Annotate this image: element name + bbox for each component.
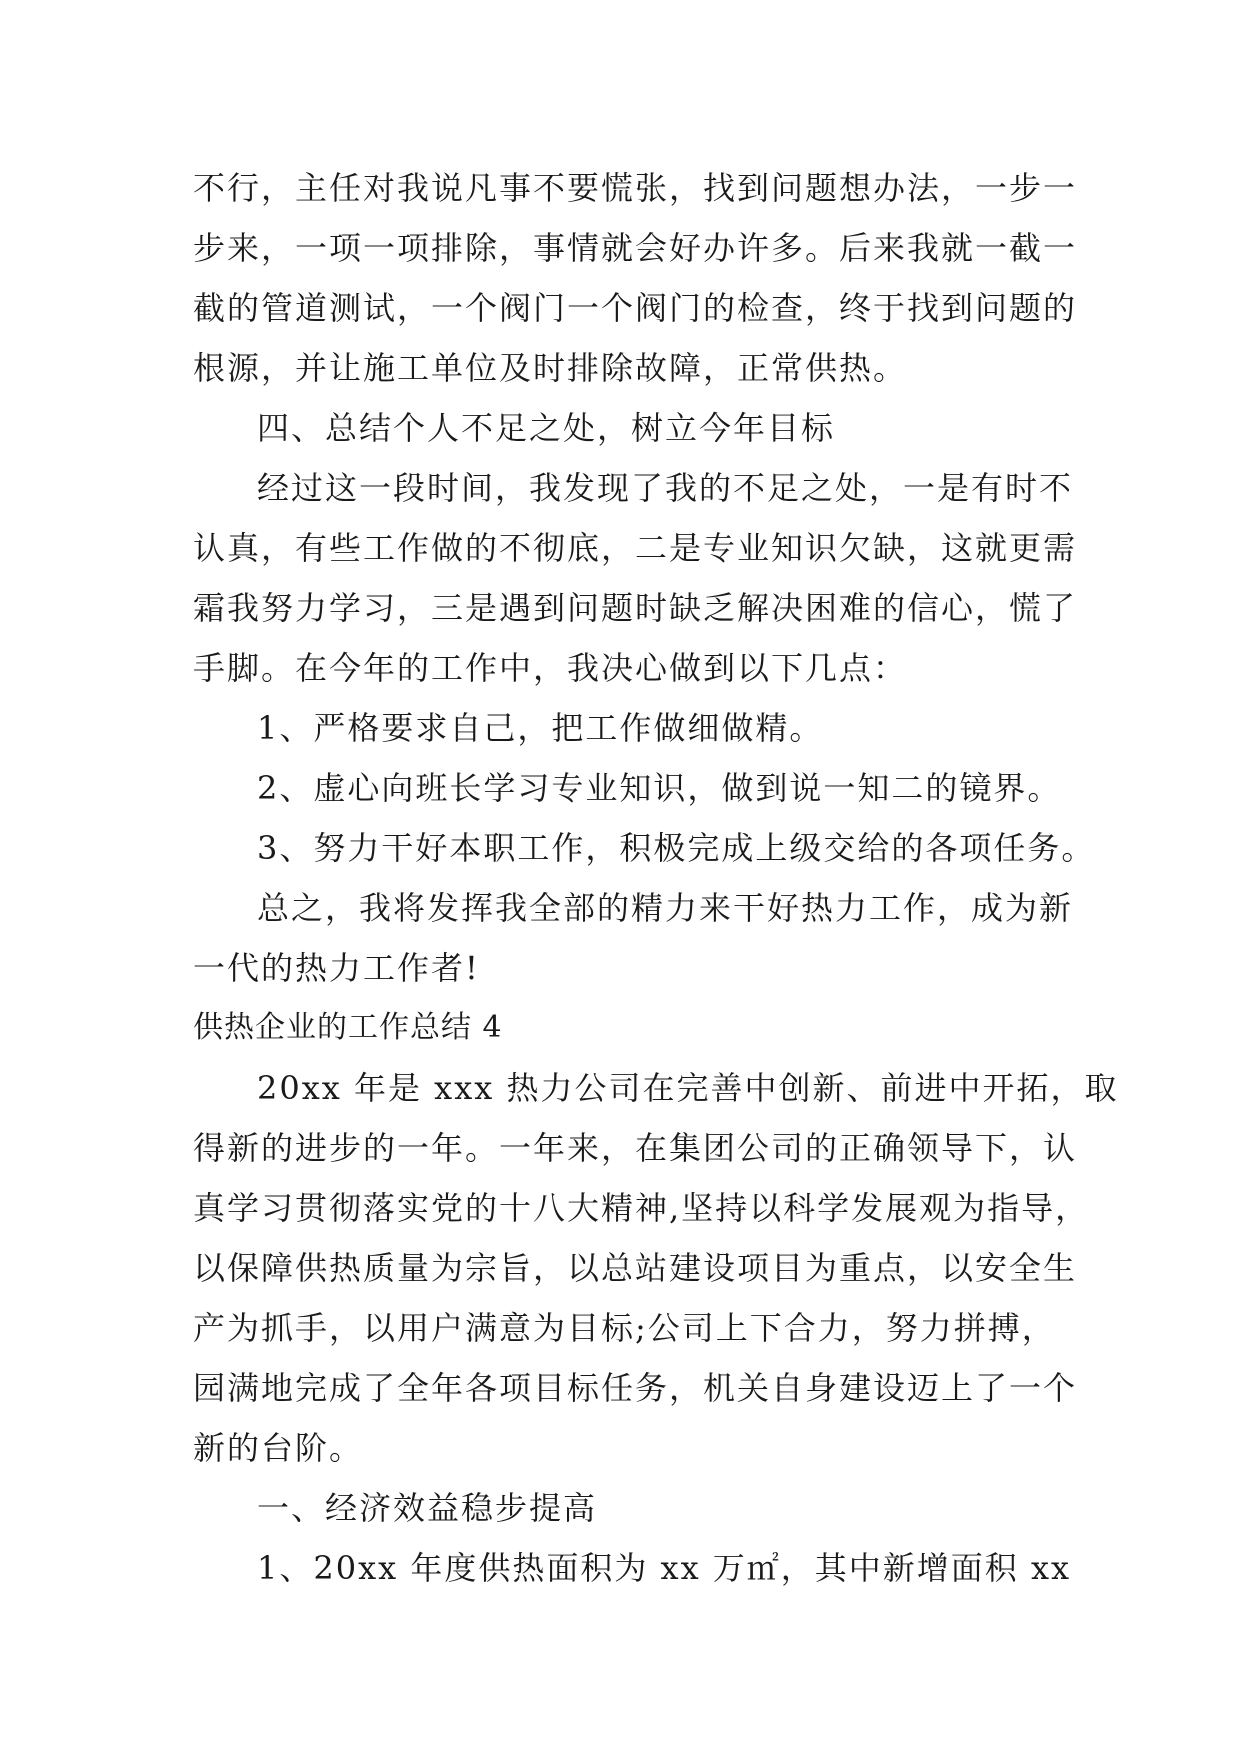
text-line: 霜我努力学习，三是遇到问题时缺乏解决困难的信心，慌了	[193, 589, 1078, 627]
document-body	[193, 158, 1119, 1598]
text-line: 手脚。在今年的工作中，我决心做到以下几点：	[193, 649, 908, 687]
text-line: 以保障供热质量为宗旨，以总站建设项目为重点，以安全生	[193, 1249, 1078, 1287]
text-line: 总之，我将发挥我全部的精力来干好热力工作，成为新	[257, 889, 1074, 927]
list-item: 2、虚心向班长学习专业知识，做到说一知二的镜界。	[257, 769, 1062, 807]
text-line: 根源，并让施工单位及时排除故障，正常供热。	[193, 349, 908, 387]
text-line: 认真，有些工作做的不彻底，二是专业知识欠缺，这就更需	[193, 529, 1078, 567]
text-line: 一代的热力工作者!	[193, 949, 480, 987]
text-line: 截的管道测试，一个阀门一个阀门的检查，终于找到问题的	[193, 289, 1078, 327]
list-item: 1、20xx 年度供热面积为 xx 万㎡，其中新增面积 xx	[257, 1549, 1072, 1587]
text-line: 不行，主任对我说凡事不要慌张，找到问题想办法，一步一	[193, 169, 1078, 207]
text-line: 产为抓手，以用户满意为目标;公司上下合力，努力拼搏，	[193, 1309, 1056, 1347]
text-line: 经过这一段时间，我发现了我的不足之处，一是有时不	[257, 469, 1074, 507]
text-line: 20xx 年是 xxx 热力公司在完善中创新、前进中开拓，取	[257, 1069, 1119, 1107]
section-heading: 一、经济效益稳步提高	[257, 1489, 598, 1527]
text-line: 步来，一项一项排除，事情就会好办许多。后来我就一截一	[193, 229, 1078, 267]
list-item: 3、努力干好本职工作，积极完成上级交给的各项任务。	[257, 829, 1096, 867]
text-line: 园满地完成了全年各项目标任务，机关自身建设迈上了一个	[193, 1369, 1078, 1407]
document-section-title: 供热企业的工作总结 4	[193, 1010, 503, 1045]
text-line: 新的台阶。	[193, 1429, 364, 1467]
section-heading: 四、总结个人不足之处，树立今年目标	[257, 409, 836, 447]
text-line: 得新的进步的一年。一年来，在集团公司的正确领导下，认	[193, 1129, 1078, 1167]
list-item: 1、严格要求自己，把工作做细做精。	[257, 709, 824, 747]
text-line: 真学习贯彻落实党的十八大精神,坚持以科学发展观为指导，	[193, 1189, 1090, 1227]
